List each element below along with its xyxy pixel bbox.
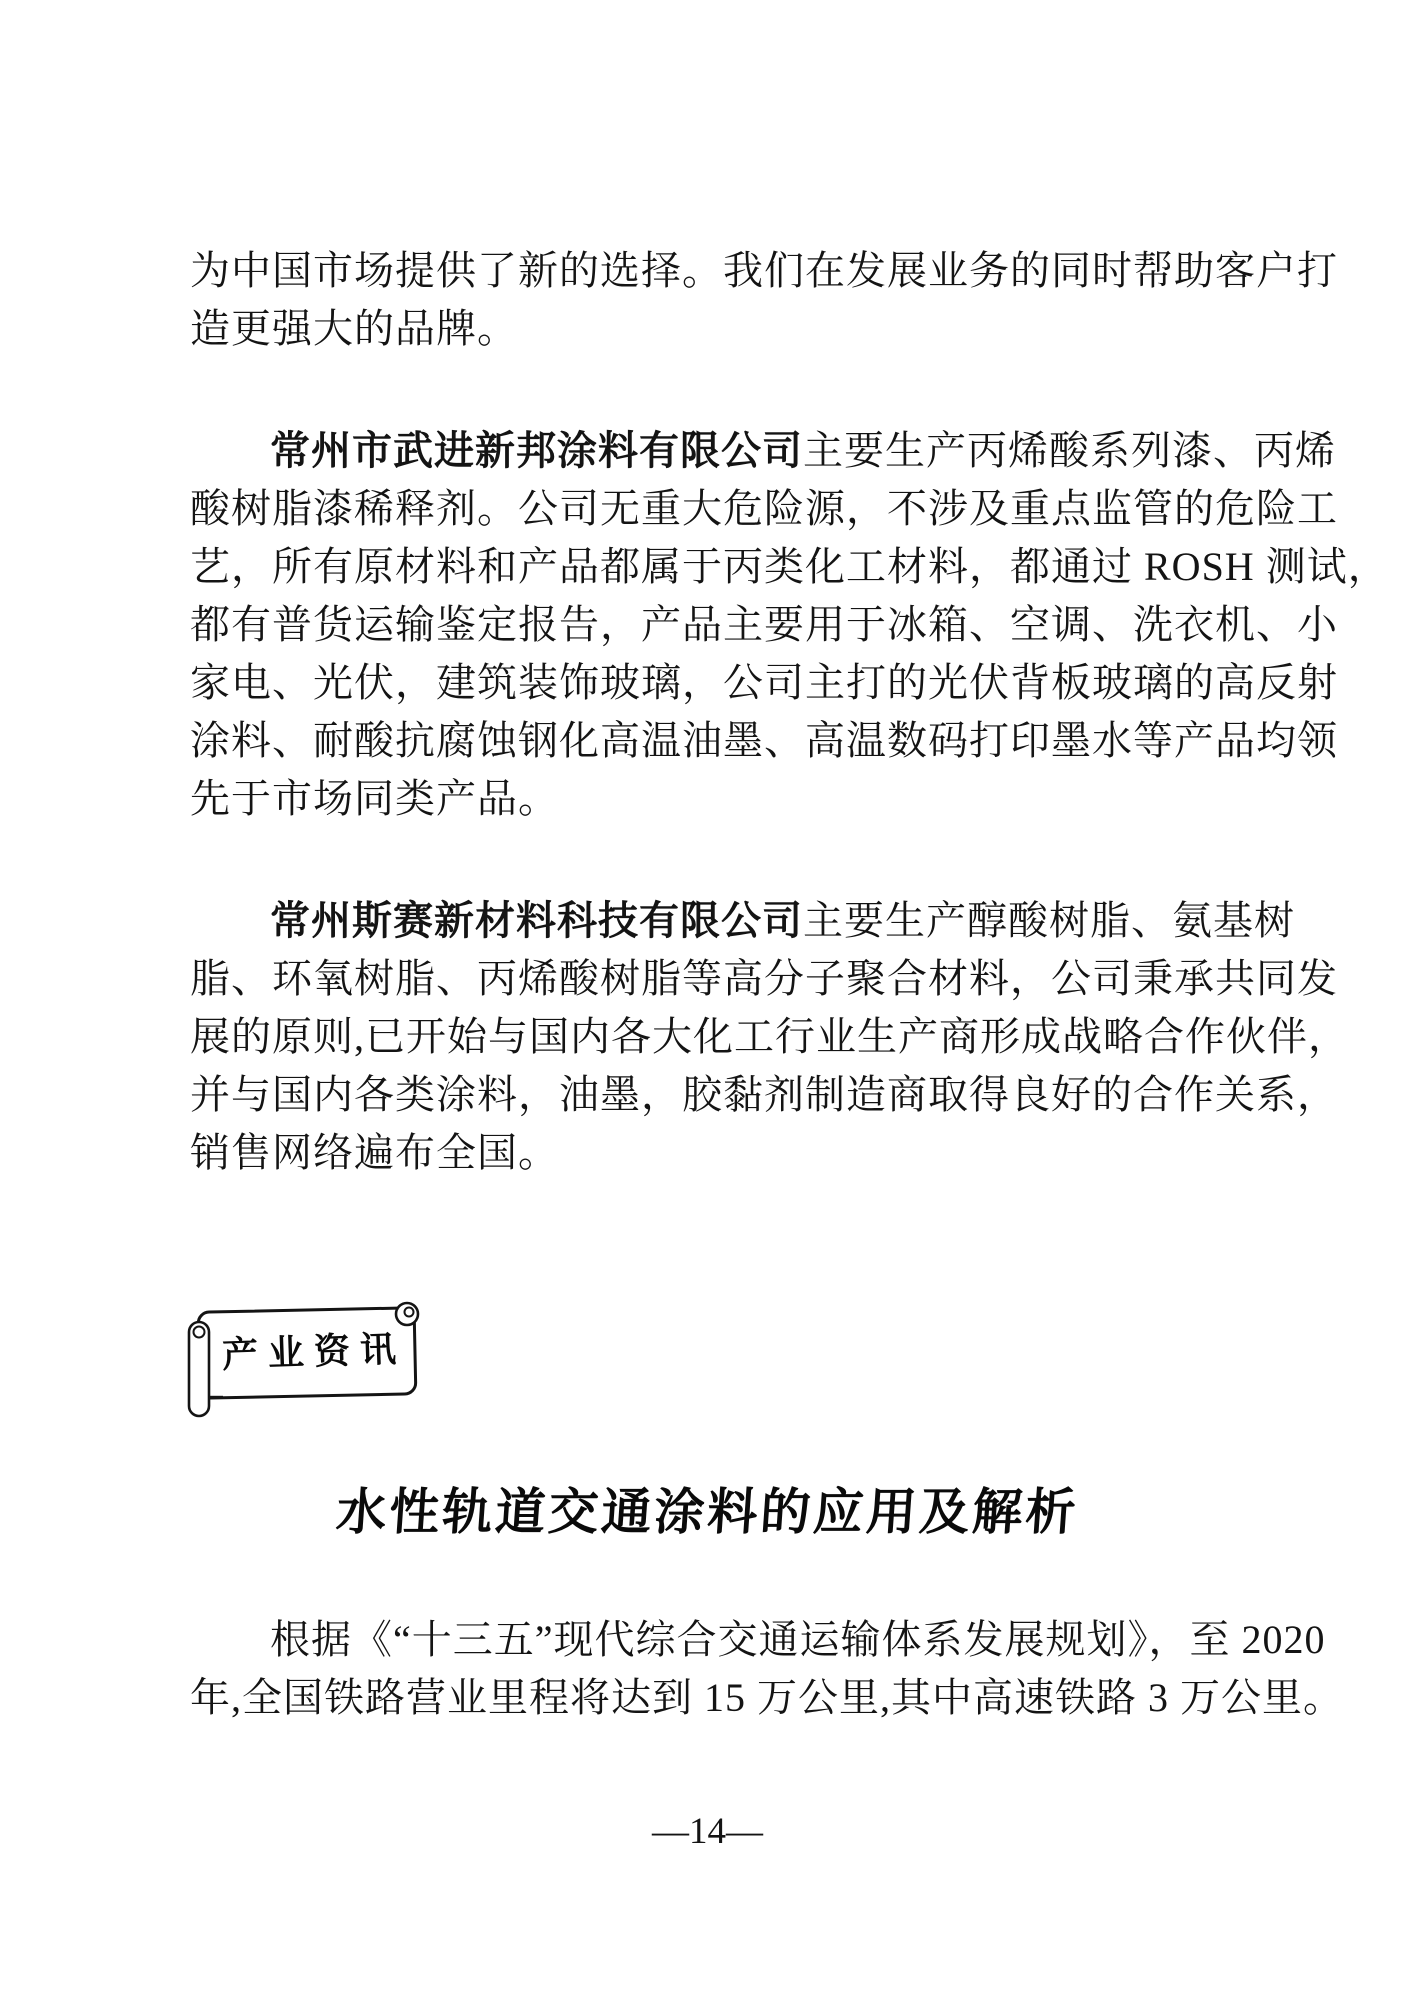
banner-label: 产业资讯 bbox=[221, 1328, 407, 1376]
paragraph-line: 涂料、耐酸抗腐蚀钢化高温油墨、高温数码打印墨水等产品均领 bbox=[190, 718, 1338, 763]
paragraph-line: 造更强大的品牌。 bbox=[190, 306, 518, 351]
paragraph bbox=[190, 892, 1349, 1182]
paragraph bbox=[190, 242, 1338, 358]
paragraph bbox=[190, 422, 1389, 828]
paragraph-line: 年,全国铁路营业里程将达到 15 万公里,其中高速铁路 3 万公里。 bbox=[190, 1675, 1344, 1720]
paragraph-line: 脂、环氧树脂、丙烯酸树脂等高分子聚合材料，公司秉承共同发 bbox=[190, 956, 1338, 1001]
paragraph-line: 常州斯赛新材料科技有限公司主要生产醇酸树脂、氨基树 bbox=[270, 898, 1295, 943]
page-number: —14— bbox=[652, 1811, 763, 1852]
article-intro-text bbox=[190, 1611, 1344, 1727]
company-name: 常州斯赛新材料科技有限公司 bbox=[270, 898, 803, 943]
paragraph-line: 艺，所有原材料和产品都属于丙类化工材料，都通过 ROSH 测试， bbox=[190, 544, 1389, 589]
paragraph-line: 展的原则,已开始与国内各大化工行业生产商形成战略合作伙伴， bbox=[190, 1014, 1349, 1059]
paragraph-line: 销售网络遍布全国。 bbox=[190, 1130, 559, 1175]
paragraph-line: 根据《“十三五”现代综合交通运输体系发展规划》，至 2020 bbox=[270, 1617, 1326, 1662]
paragraph bbox=[190, 1611, 1344, 1727]
paragraph-line: 并与国内各类涂料，油墨，胶黏剂制造商取得良好的合作关系， bbox=[190, 1072, 1338, 1117]
paragraph-line: 酸树脂漆稀释剂。公司无重大危险源，不涉及重点监管的危险工 bbox=[190, 486, 1338, 531]
industry-news-banner bbox=[183, 1294, 431, 1420]
paragraph-line: 家电、光伏，建筑装饰玻璃，公司主打的光伏背板玻璃的高反射 bbox=[190, 660, 1338, 705]
article-title: 水性轨道交通涂料的应用及解析 bbox=[334, 1484, 1081, 1540]
paragraph-line: 先于市场同类产品。 bbox=[190, 776, 559, 821]
paragraph-line: 常州市武进新邦涂料有限公司主要生产丙烯酸系列漆、丙烯 bbox=[270, 428, 1336, 473]
paragraph-line: 都有普货运输鉴定报告，产品主要用于冰箱、空调、洗衣机、小 bbox=[190, 602, 1338, 647]
company-name: 常州市武进新邦涂料有限公司 bbox=[270, 428, 803, 473]
paragraph-line: 为中国市场提供了新的选择。我们在发展业务的同时帮助客户打 bbox=[190, 248, 1338, 293]
company-news-text bbox=[190, 242, 1389, 1182]
